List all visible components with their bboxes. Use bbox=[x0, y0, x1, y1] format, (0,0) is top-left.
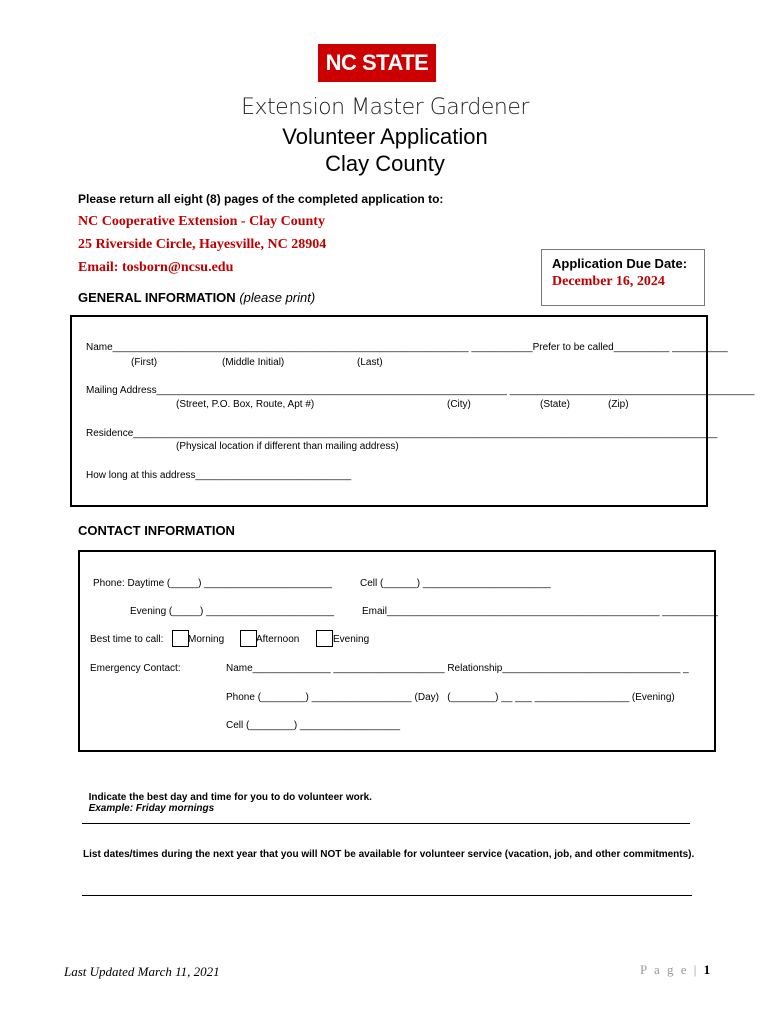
best-day-example: Example: Friday mornings bbox=[88, 803, 215, 814]
program-name: Extension Master Gardener bbox=[241, 95, 529, 120]
emergency-name-field[interactable]: Name______________ ____________________ Relationship________________________________ _ bbox=[226, 663, 689, 674]
page-title: Volunteer Application bbox=[282, 124, 488, 149]
return-email[interactable]: Email: tosborn@ncsu.edu bbox=[78, 260, 234, 275]
best-day-label: Indicate the best day and time for you to do volunteer work. bbox=[88, 792, 372, 803]
not-available-answer-line[interactable] bbox=[82, 895, 692, 896]
afternoon-label: Afternoon bbox=[256, 634, 300, 645]
best-day-prompt bbox=[83, 781, 372, 814]
best-day-answer-line[interactable] bbox=[82, 823, 690, 824]
general-info-note: (please print) bbox=[239, 290, 316, 305]
evening-label: Evening bbox=[333, 634, 370, 645]
return-street: 25 Riverside Circle, Hayesville, NC 28904 bbox=[78, 237, 327, 252]
mailing-zip-caption: (Zip) bbox=[608, 399, 629, 410]
not-available-prompt: List dates/times during the next year that you will NOT be available for volunteer service (vacation, job, and other commitments). bbox=[83, 849, 695, 860]
nc-state-logo: NC STATE bbox=[318, 44, 436, 82]
cell-field[interactable]: Cell (______) _______________________ bbox=[360, 578, 551, 589]
morning-label: Morning bbox=[188, 634, 225, 645]
contact-info-heading: CONTACT INFORMATION bbox=[78, 523, 235, 538]
phone-evening-field[interactable]: Evening (_____) _______________________ bbox=[130, 606, 335, 617]
name-field[interactable]: Name________________________________________________________________ ___________Prefer to be called__________ __________ bbox=[86, 342, 728, 353]
emergency-contact-label: Emergency Contact: bbox=[90, 663, 181, 674]
mailing-street-caption: (Street, P.O. Box, Route, Apt #) bbox=[176, 399, 315, 410]
name-middle-caption: (Middle Initial) bbox=[222, 357, 285, 368]
return-org: NC Cooperative Extension - Clay County bbox=[78, 214, 325, 229]
return-instructions: Please return all eight (8) pages of the completed application to: bbox=[78, 192, 444, 206]
afternoon-checkbox[interactable] bbox=[240, 630, 257, 647]
emergency-cell-field[interactable]: Cell (________) __________________ bbox=[226, 720, 401, 731]
page-number-value: 1 bbox=[703, 962, 713, 977]
best-time-label: Best time to call: bbox=[90, 634, 164, 645]
due-date-label: Application Due Date: bbox=[552, 256, 688, 271]
general-info-title: GENERAL INFORMATION bbox=[78, 290, 236, 305]
evening-checkbox[interactable] bbox=[316, 630, 333, 647]
page-label: P a g e | bbox=[640, 962, 699, 977]
residence-field[interactable]: Residence_________________________________________________________________________________________________________ bbox=[86, 428, 718, 439]
phone-daytime-field[interactable]: Phone: Daytime (_____) _______________________ bbox=[93, 578, 333, 589]
name-last-caption: (Last) bbox=[357, 357, 383, 368]
morning-checkbox[interactable] bbox=[172, 630, 189, 647]
email-field[interactable]: Email_________________________________________________ __________ bbox=[362, 606, 718, 617]
emergency-phone-field[interactable]: Phone (________) __________________ (Day) (________) __ ___ _________________ (Evening) bbox=[226, 692, 675, 703]
mailing-address-field[interactable]: Mailing Address_______________________________________________________________ ____________________________________________ bbox=[86, 385, 755, 396]
mailing-city-caption: (City) bbox=[447, 399, 471, 410]
due-date-value: December 16, 2024 bbox=[552, 274, 665, 289]
residence-caption: (Physical location if different than mailing address) bbox=[176, 441, 399, 452]
last-updated: Last Updated March 11, 2021 bbox=[64, 964, 220, 979]
general-info-heading bbox=[78, 290, 315, 305]
name-first-caption: (First) bbox=[131, 357, 158, 368]
mailing-state-caption: (State) bbox=[540, 399, 571, 410]
how-long-field[interactable]: How long at this address____________________________ bbox=[86, 470, 352, 481]
page-number bbox=[640, 962, 712, 978]
county-title: Clay County bbox=[325, 151, 445, 176]
